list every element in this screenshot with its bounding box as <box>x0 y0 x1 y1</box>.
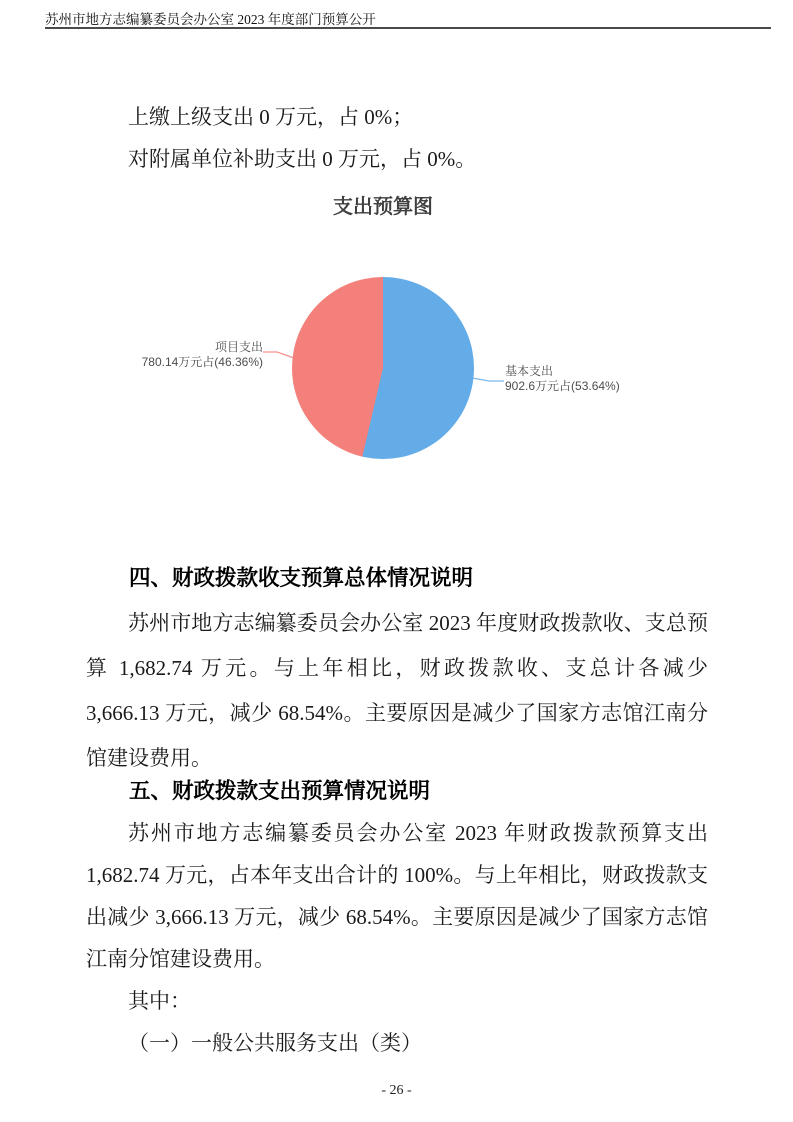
chart-title: 支出预算图 <box>333 196 433 218</box>
expenditure-budget-chart <box>0 190 793 525</box>
section-five-heading: 五、财政拨款支出预算情况说明 <box>129 779 431 803</box>
leader-line-project-expenditure <box>263 352 294 358</box>
pie-label-value: 780.14万元占(46.36%) <box>141 355 263 369</box>
pie-label-name: 基本支出 <box>505 364 554 378</box>
intro-paragraphs <box>86 96 708 180</box>
pie-label-value: 902.6万元占(53.64%) <box>505 379 620 393</box>
pie-chart <box>292 277 474 459</box>
document-header-title: 苏州市地方志编纂委员会办公室 2023 年度部门预算公开 <box>45 12 376 27</box>
section-fiscal-expenditure <box>86 770 708 1064</box>
intro-line-1: 上缴上级支出 0 万元，占 0%； <box>128 105 414 129</box>
section-five-subline-among: 其中： <box>128 989 191 1013</box>
section-four-paragraph: 苏州市地方志编纂委员会办公室 2023 年度财政拨款收、支总预算 1,682.74 万元。与上年相比，财政拨款收、支总计各减少 3,666.13 万元，减少 68.54%。主要原因是减少了国家方志馆江南分馆建设费用。 <box>86 611 708 770</box>
pie-label-name: 项目支出 <box>214 340 263 354</box>
pie-label-project-expenditure <box>0 340 263 370</box>
section-five-paragraph: 苏州市地方志编纂委员会办公室 2023 年财政拨款预算支出 1,682.74 万元，占本年支出合计的 100%。与上年相比，财政拨款支出减少 3,666.13 万元，减少 68.54%。主要原因是减少了国家方志馆江南分馆建设费用。 <box>86 821 708 971</box>
intro-line-2: 对附属单位补助支出 0 万元，占 0%。 <box>128 147 477 171</box>
section-five-subline-category: （一）一般公共服务支出（类） <box>128 1031 422 1055</box>
page-number: - 26 - <box>381 1083 412 1098</box>
section-fiscal-overview <box>86 556 708 781</box>
section-four-heading: 四、财政拨款收支预算总体情况说明 <box>129 566 474 590</box>
leader-line-basic-expenditure <box>472 378 504 381</box>
header-divider-line <box>45 27 771 29</box>
pie-label-basic-expenditure <box>505 364 620 394</box>
